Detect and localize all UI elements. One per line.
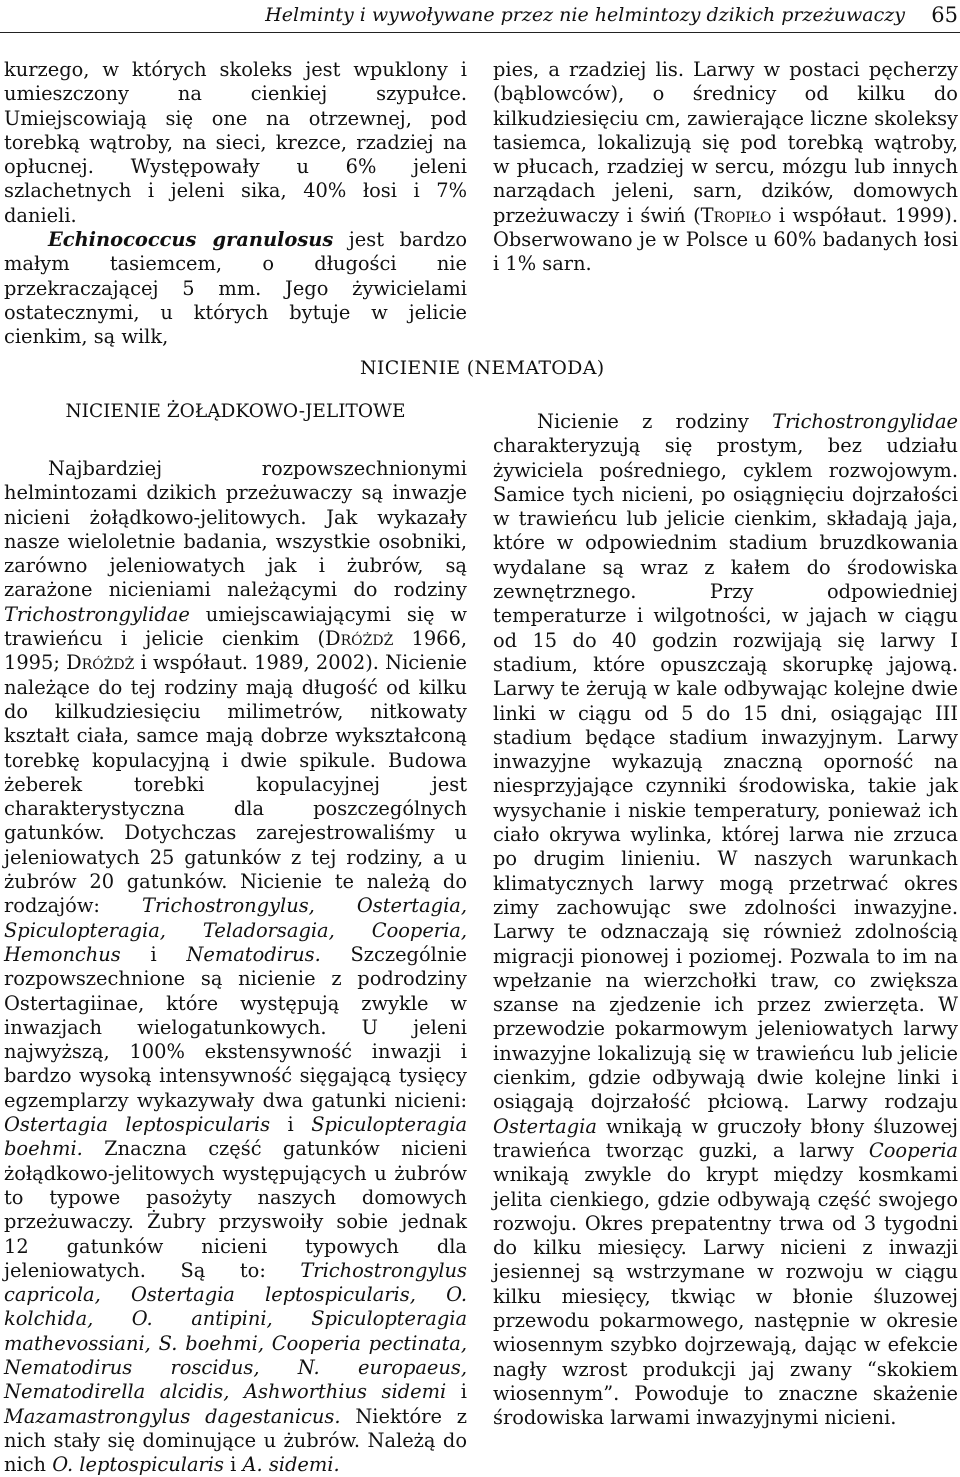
paragraph-gastrointestinal-nematodes bbox=[4, 457, 467, 1477]
top-left-column bbox=[4, 58, 467, 349]
species-list: Trichostrongylus capricola, Ostertagia leptospicularis, O. kolchida, O. antipini, Spiculopteragia mathevossiani, S. boehmi, Cooperia pectinata, Nematodirus roscidus, N. europaeus, Nematodirella alcidis, Ashworthius sidemi bbox=[4, 1258, 467, 1404]
text-span: pies, a rzadziej lis. Larwy w postaci pęcherzy (bąblowców), o średnicy od kilku do kilkudziesięciu cm, zawierające liczne skoleksy tasiemca, lokalizują się pod torebką wątroby, w płucach, rzadziej w sercu, mózgu lub innych narządach jeleni, sarn, dzików, domowych przeżuwaczy i świń ( bbox=[493, 58, 958, 227]
genus-list: Trichostrongylus, Ostertagia, Spiculopteragia, Teladorsagia, Cooperia, Hemonchus bbox=[4, 894, 467, 966]
text-span: i bbox=[223, 1453, 243, 1477]
text-span: 1966, 1995; bbox=[4, 627, 467, 675]
text-span: wnikają w gruczoły błony śluzowej trawieńca tworząc guzki, a larwy bbox=[493, 1114, 958, 1162]
text-span: kurzego, w których skoleks jest wpuklony i umieszczony na cienkiej szypułce. Umiejscowiają się one na otrzewnej, pod torebką wątroby, na sieci, krezce, rzadziej na opłucnej. Występowały u 6% jeleni szlachetnych i jeleni sika, 40% łosi i 7% danieli. bbox=[4, 58, 467, 227]
running-header bbox=[0, 0, 960, 30]
genus-name: Cooperia bbox=[868, 1138, 958, 1162]
header-rule bbox=[0, 32, 960, 33]
author-citation: Dróżdż bbox=[325, 627, 394, 651]
text-span: Najbardziej rozpowszechnionymi helmintozami dzikich przeżuwaczy są inwazje nicieni żołądkowo-jelitowych. Jak wykazały nasze wieloletnie badania, wszystkie osobniki, zarówno jeleniowatych jak i żubrów, są zarażone nicieniami należącymi do rodziny bbox=[4, 457, 467, 602]
top-right-column bbox=[493, 58, 958, 288]
text-span: i współaut. 1999). Obserwowano je w Polsce u 60% badanych łosi i 1% sarn. bbox=[493, 203, 958, 276]
text-span: i współaut. 1989, 2002). Nicienie należące do tej rodziny mają długość od kilku do kilkudziesięciu milimetrów, nitkowaty kształt ciała, samce mają dobrze wykształconą torebkę kopulacyjną i dwie spikule. Budowa żeberek torebki kopulacyjnej jest charakterystyczna dla poszczególnych gatunków. Dotychczas zarejestrowaliśmy u jeleniowatych 25 gatunków z tej rodziny, a u żubrów 20 gatunków. Nicienie te należą do rodzajów: bbox=[4, 651, 468, 918]
text-span: wnikają zwykle do krypt między kosmkami jelita cienkiego, gdzie odbywają część swojego rozwoju. Okres prepatentny trwa od 3 tygodni do kilku miesięcy. Larwy nicieni z inwazji jesiennej są wstrzymane w rozwoju w ciągu kilku miesięcy, tkwiąc w błonie śluzowej przewodu pokarmowego, następnie w okresie wiosennym szybko dojrzewają, dając w efekcie nagły wzrost produkcji jaj zwany “skokiem wiosennym”. Powoduje to znaczne skażenie środowiska larwami inwazyjnymi nicieni. bbox=[493, 1163, 958, 1430]
text-span: charakteryzują się prostym, bez udziału żywiciela pośredniego, cyklem rozwojowym. Samice tych nicieni, po osiągnięciu dojrzałości w trawieńcu lub jelicie cienkim, składają jaja, które w odpowiednim stadium bruzdkowania wydalane są wraz z kałem do środowiska zewnętrznego. Przy odpowiedniej temperaturze i wilgotności, w jajach w ciągu od 15 do 40 godzin rozwijają się larwy I stadium, które opuszczają skorupkę jajową. Larwy te żerują w kale odbywając kolejne dwie linki w ciągu od 5 do 15 dni, osiągając III stadium będące stadium inwazyjnym. Larwy inwazyjne wykazują znaczną oporność na niesprzyjające czynniki środowiska, takie jak wysychanie i niskie temperatury, ponieważ ich ciało okrywa wylinka, której larwa nie zrzuca po drugim linieniu. W naszych warunkach klimatycznych larwy mogą przetrwać okres zimy zachowując swe zdolności inwazyjne. Larwy te odznaczają się również zdolnością migracji pionowej i poziomej. Pozwala to im na wpełzanie na wierzchołki traw, co zwiększa szanse na zjedzenie ich przez zwierzęta. W przewodzie pokarmowym jeleniowatych larwy inwazyjne lokalizują się w trawieńcu lub jelicie cienkim, gdzie odbywają dwie kolejne linki i osiągają dojrzałość płciową. Larwy rodzaju bbox=[493, 434, 958, 1114]
text-span: i bbox=[446, 1380, 467, 1404]
paragraph-tapeworm-larvae bbox=[4, 58, 467, 350]
species-name: Mazamastrongylus dagestanicus. bbox=[4, 1404, 341, 1428]
text-span: i bbox=[270, 1113, 312, 1137]
page-number: 65 bbox=[931, 3, 958, 27]
running-title: Helminty i wywoływane przez nie helmintozy dzikich przeżuwaczy bbox=[265, 4, 905, 26]
genus-name: Ostertagia bbox=[493, 1114, 597, 1138]
text-span: i bbox=[120, 942, 187, 966]
section-title: NICIENIE (NEMATODA) bbox=[360, 357, 605, 379]
author-citation: Tropiło bbox=[700, 203, 772, 227]
text-span: Znaczna część gatunków nicieni żołądkowo-jelitowych występujących u żubrów to typowe pasożyty naszych domowych przeżuwaczy. Żubry przyswoiły sobie jednak 12 gatunków nicieni typowych dla jeleniowatych. Są to: bbox=[4, 1137, 467, 1282]
bottom-left-column bbox=[4, 457, 468, 1477]
paragraph-life-cycle bbox=[493, 410, 958, 1430]
species-name: Echinococcus granulosus bbox=[48, 228, 334, 252]
species-name: O. leptospicularis bbox=[52, 1453, 224, 1477]
text-span: Nicienie z rodziny bbox=[537, 410, 773, 433]
bottom-right-column bbox=[493, 410, 958, 1470]
author-citation: Dróżdż bbox=[66, 651, 135, 675]
paragraph-echinococcus-hosts bbox=[493, 58, 958, 277]
genus-name: Nematodirus. bbox=[186, 942, 321, 966]
text-span: umiejscawiającymi się w trawieńcu i jelicie cienkim ( bbox=[4, 602, 467, 651]
species-name: Ostertagia leptospicularis bbox=[4, 1113, 271, 1137]
species-name: Spiculopteragia boehmi. bbox=[4, 1113, 468, 1161]
family-name: Trichostrongylidae bbox=[772, 410, 958, 433]
species-name: A. sidemi. bbox=[242, 1453, 340, 1477]
text-span: jest bardzo małym tasiemcem, o długości nie przekraczającej 5 mm. Jego żywicielami ostatecznymi, u których bytuje w jelicie cienkim, są wilk, bbox=[4, 228, 467, 349]
text-span: Niektóre z nich stały się dominujące u żubrów. Należą do nich bbox=[4, 1404, 467, 1477]
family-name: Trichostrongylidae bbox=[4, 602, 190, 626]
subsection-heading: NICIENIE ŻOŁĄDKOWO-JELITOWE bbox=[65, 401, 406, 422]
text-span: Szczególnie rozpowszechnione są nicienie z podrodziny Ostertagiinae, które występują zwykle w inwazjach wielogatunkowych. U jeleni najwyższą, 100% ekstensywność inwazji i bardzo wysoką intensywność sięgającą tysięcy egzemplarzy wykazywały dwa gatunki nicieni: bbox=[4, 942, 468, 1112]
